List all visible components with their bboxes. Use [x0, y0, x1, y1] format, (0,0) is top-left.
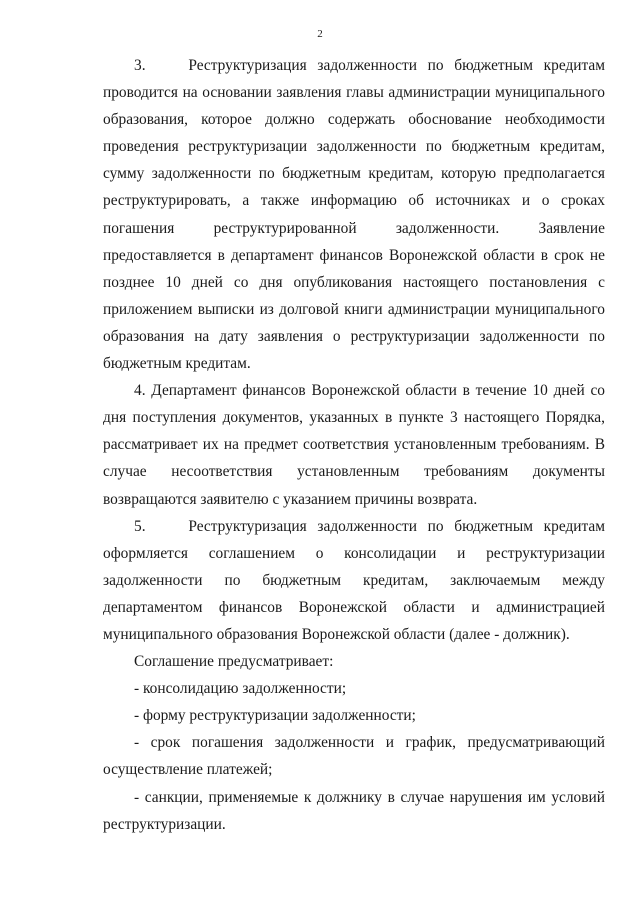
paragraph-item-4: 4. Департамент финансов Воронежской области в течение 10 дней со дня поступления документов, указанных в пункте 3 настоящего Порядка, рассматривает их на предмет соответствия установленным требованиям. В случае несоответствия установленным требованиям документы возвращаются заявителю с указанием причины возврата.	[103, 382, 605, 508]
list-item-repayment-schedule: - срок погашения задолженности и график, предусматривающий осуществление платежей;	[103, 734, 605, 779]
page-number: 2	[317, 28, 323, 40]
list-item-restructuring-form: - форму реструктуризации задолженности;	[134, 707, 416, 725]
agreement-intro: Соглашение предусматривает:	[134, 653, 334, 671]
paragraph-item-5: 5. Реструктуризация задолженности по бюджетным кредитам оформляется соглашением о консолидации и реструктуризации задолженности по бюджетным кредитам, заключаемым между департаментом финансов Воронежской области и администрацией муниципального образования Воронежской области (далее - должник).	[103, 517, 605, 643]
list-item-sanctions: - санкции, применяемые к должнику в случае нарушения им условий реструктуризации.	[103, 788, 605, 833]
paragraph-item-3: 3. Реструктуризация задолженности по бюджетным кредитам проводится на основании заявления главы администрации муниципального образования, которое должно содержать обоснование необходимости проведения реструктуризации задолженности по бюджетным кредитам, сумму задолженности по бюджетным кредитам, которую предполагается реструктурировать, а также информацию об источниках и о сроках погашения реструктурированной задолженности. Заявление предоставляется в департамент финансов Воронежской области в срок не позднее 10 дней со дня опубликования настоящего постановления с приложением выписки из долговой книги администрации муниципального образования на дату заявления о реструктуризации задолженности по бюджетным кредитам.	[103, 57, 605, 373]
document-body	[103, 52, 605, 838]
list-item-consolidation: - консолидацию задолженности;	[134, 680, 347, 698]
